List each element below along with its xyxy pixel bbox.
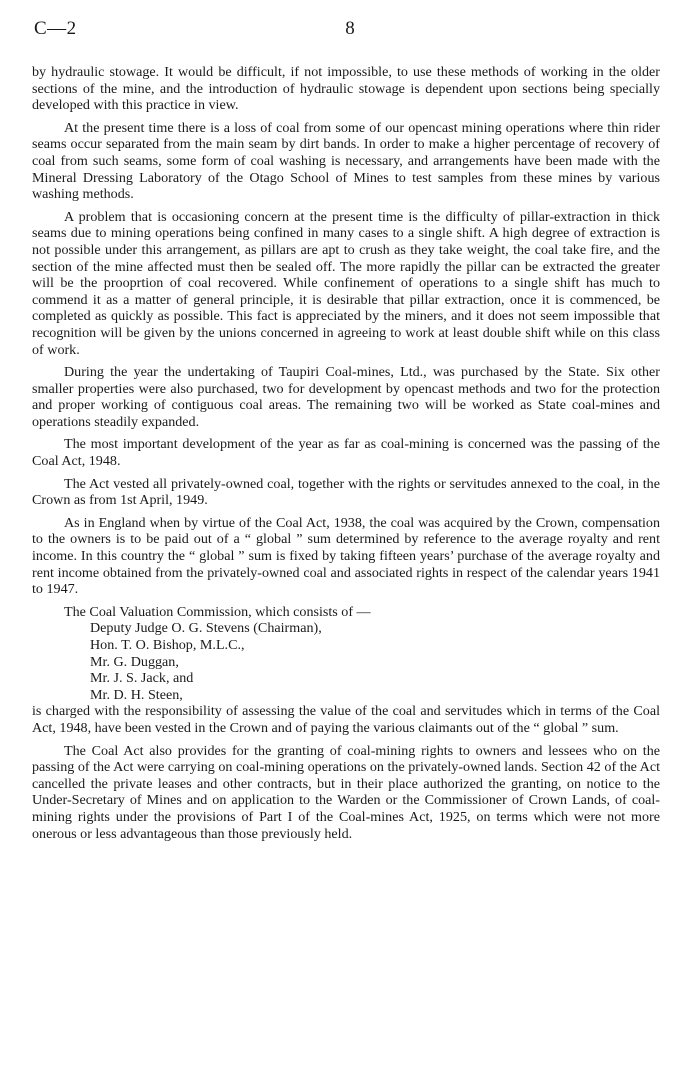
- body-text: [32, 64, 660, 848]
- paragraph-commission-intro: The Coal Valuation Commission, which consists of —: [64, 603, 371, 620]
- list-item: Hon. T. O. Bishop, M.L.C.,: [90, 637, 245, 653]
- list-item: Deputy Judge O. G. Stevens (Chairman),: [90, 620, 322, 637]
- commission-members-list: [90, 620, 660, 703]
- list-item: Mr. D. H. Steen,: [90, 686, 183, 703]
- paragraph-coal-washing: At the present time there is a loss of coal from some of our opencast mining operations where thin rider seams occur separated from the main seam by dirt bands. In order to make a higher percentage of recovery of coal from such seams, some form of coal washing is necessary, and arrangements have been made with the Mineral Dressing Laboratory of the Otago School of Mines to test samples from these mines by various washing methods.: [32, 119, 660, 203]
- list-item: Mr. G. Duggan,: [90, 653, 179, 670]
- paragraph-coal-mining-rights: The Coal Act also provides for the granting of coal-mining rights to owners and lessees who on the passing of the Act were carrying on coal-mining operations on the privately-owned lands. Section 42 of the Act cancelled the private leases and other contracts, but in their place authorized the granting, on notice to the Under-Secretary of Mines and on application to the Warden or the Commissioner of Crown Lands, of coal-mining rights under the provisions of Part I of the Coal-mines Act, 1925, on terms which were not more onerous or less advantageous than those previously held.: [32, 742, 660, 842]
- list-item: Mr. J. S. Jack, and: [90, 670, 194, 687]
- paragraph-pillar-extraction: A problem that is occasioning concern at the present time is the difficulty of pillar-extraction in thick seams due to mining operations being confined in many cases to a single shift. A high degree of extraction is not possible under this arrangement, as pillars are apt to crush as they take weight, the coal take fire, and the section of the mine affected must then be sealed off. The more rapidly the pillar can be extracted the greater will be the prooprtion of coal recovered. While confinement of operations to a single shift has much to commend it as a matter of general principle, it is desirable that pillar extraction, once it is commenced, be completed as quickly as possible. This fact is appreciated by the miners, and it does not seem impossible that recognition will be given by the unions concerned in agreeing to work at least double shift while on this class of work.: [32, 208, 660, 358]
- paragraph-hydraulic-stowage: by hydraulic stowage. It would be difficult, if not impossible, to use these methods of working in the older sections of the mine, and the introduction of hydraulic stowage is dependent upon sections being specially developed with this practice in view.: [32, 64, 660, 114]
- document-reference: C—2: [34, 18, 77, 39]
- paragraph-coal-act-passing: The most important development of the year as far as coal-mining is concerned was the passing of the Coal Act, 1948.: [32, 436, 660, 470]
- paragraph-commission-duty: is charged with the responsibility of assessing the value of the coal and servitudes which in terms of the Coal Act, 1948, have been vested in the Crown and of paying the various claimants out of the “ global ” sum.: [32, 703, 660, 736]
- paragraph-taupiri-purchase: During the year the undertaking of Taupiri Coal-mines, Ltd., was purchased by the State. Six other smaller properties were also purchased, two for development by opencast methods and two for the protection and proper working of contiguous coal areas. The remaining two will be worked as State coal-mines and operations steadily expanded.: [32, 364, 660, 430]
- page-header: [34, 18, 666, 44]
- page-number: 8: [345, 18, 355, 39]
- paragraph-compensation: As in England when by virtue of the Coal Act, 1938, the coal was acquired by the Crown, compensation to the owners is to be paid out of a “ global ” sum determined by reference to the average royalty and rent income. In this country the “ global ” sum is fixed by taking fifteen years’ purchase of the average royalty and rent income obtained from the privately-owned coal and associated rights in respect of the calendar years 1941 to 1947.: [32, 514, 660, 598]
- paragraph-act-vested: The Act vested all privately-owned coal, together with the rights or servitudes annexed to the coal, in the Crown as from 1st April, 1949.: [32, 475, 660, 509]
